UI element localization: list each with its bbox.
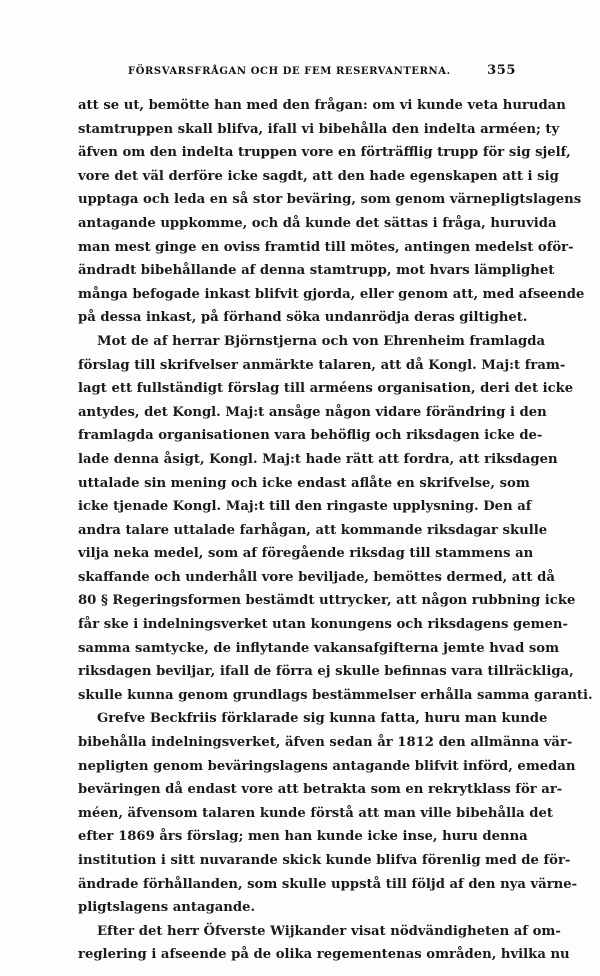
text-line: institution i sitt nuvarande skick kunde blifva förenlig med de för- [78, 853, 571, 868]
text-line: 80 § Regeringsformen bestämdt uttrycker, att någon rubbning icke [78, 593, 576, 609]
text-line: skulle kunna genom grundlags bestämmelser erhålla samma garanti. [78, 687, 593, 703]
text-line: beväringen då endast vore att betrakta som en rekrytklass för ar- [78, 782, 563, 798]
text-line: stamtruppen skall blifva, ifall vi bibehålla den indelta arméen; ty [78, 121, 560, 137]
text-line: vore det väl derföre icke sagdt, att den hade egenskapen att i sig [78, 168, 559, 184]
text-line: upptaga och leda en så stor beväring, som genom värnepligtslagens [78, 192, 582, 208]
paragraph [78, 707, 578, 919]
text-line: bibehålla indelningsverket, äfven sedan år 1812 den allmänna vär- [78, 735, 573, 751]
text-line: ändradt bibehållande af denna stamtrupp, mot hvars lämplighet [78, 263, 555, 279]
text-line: förslag till skrifvelser anmärkte talaren, att då Kongl. Maj:t fram- [78, 357, 566, 373]
text-line: Grefve Beckfriis förklarade sig kunna fatta, huru man kunde [97, 711, 548, 727]
text-line: skaffande och underhåll vore beviljade, bemöttes dermed, att då [78, 569, 555, 585]
running-head-title: FÖRSVARSFRÅGAN OCH DE FEM RESERVANTERNA. [128, 66, 451, 77]
page-body [78, 94, 593, 967]
text-line: Mot de af herrar Björnstjerna och von Ehrenheim framlagda [97, 333, 546, 349]
running-head [78, 63, 518, 81]
text-line: samma samtycke, de inflytande vakansafgifterna jemte hvad som [78, 640, 560, 656]
text-line: får ske i indelningsverket utan konungens och riksdagens gemen- [78, 617, 568, 633]
text-line: man mest ginge en oviss framtid till mötes, antingen medelst oför- [78, 239, 574, 255]
page-number: 355 [487, 63, 516, 78]
paragraph [78, 330, 593, 708]
text-line: Efter det herr Öfverste Wijkander visat nödvändigheten af om- [97, 923, 561, 939]
text-line: vilja neka medel, som af föregående riksdag till stammens an [78, 546, 534, 562]
text-line: andra talare uttalade farhågan, att kommande riksdagar skulle [78, 522, 548, 538]
text-line: lagt ett fullständigt förslag till arméens organisation, deri det icke [78, 381, 574, 397]
text-line: äfven om den indelta truppen vore en förträfflig trupp för sig sjelf, [78, 145, 571, 161]
text-line: uttalade sin mening och icke endast aflåte en skrifvelse, som [78, 475, 530, 491]
text-line: méen, äfvensom talaren kunde förstå att man ville bibehålla det [78, 805, 553, 821]
text-line: nepligten genom beväringslagens antagande blifvit införd, emedan [78, 758, 576, 774]
text-line: antydes, det Kongl. Maj:t ansåge någon vidare förändring i den [78, 404, 547, 420]
text-line: icke tjenade Kongl. Maj:t till den ringaste upplysning. Den af [78, 499, 532, 515]
text-line: pligtslagens antagande. [78, 900, 256, 916]
text-line: riksdagen beviljar, ifall de förra ej skulle befinnas vara tillräckliga, [78, 664, 574, 680]
text-line: reglering i afseende på de olika regementenas områden, hvilka nu [78, 947, 570, 963]
text-line: på dessa inkast, på förhand söka undanrödja deras giltighet. [78, 310, 528, 326]
text-line: antagande uppkomme, och då kunde det sättas i fråga, huruvida [78, 215, 557, 231]
text-line: framlagda organisationen vara behöflig och riksdagen icke de- [78, 428, 543, 444]
scan-watermark [408, 930, 528, 948]
paragraph [78, 94, 585, 330]
text-line: många befogade inkast blifvit gjorda, eller genom att, med afseende [78, 286, 585, 302]
text-line: att se ut, bemötte han med den frågan: om vi kunde veta hurudan [78, 98, 566, 113]
text-line: ändrade förhållanden, som skulle uppstå till följd af den nya värne- [78, 876, 578, 892]
text-line: lade denna åsigt, Kongl. Maj:t hade rätt att fordra, att riksdagen [78, 451, 558, 467]
text-line: efter 1869 års förslag; men han kunde icke inse, huru denna [78, 829, 528, 845]
